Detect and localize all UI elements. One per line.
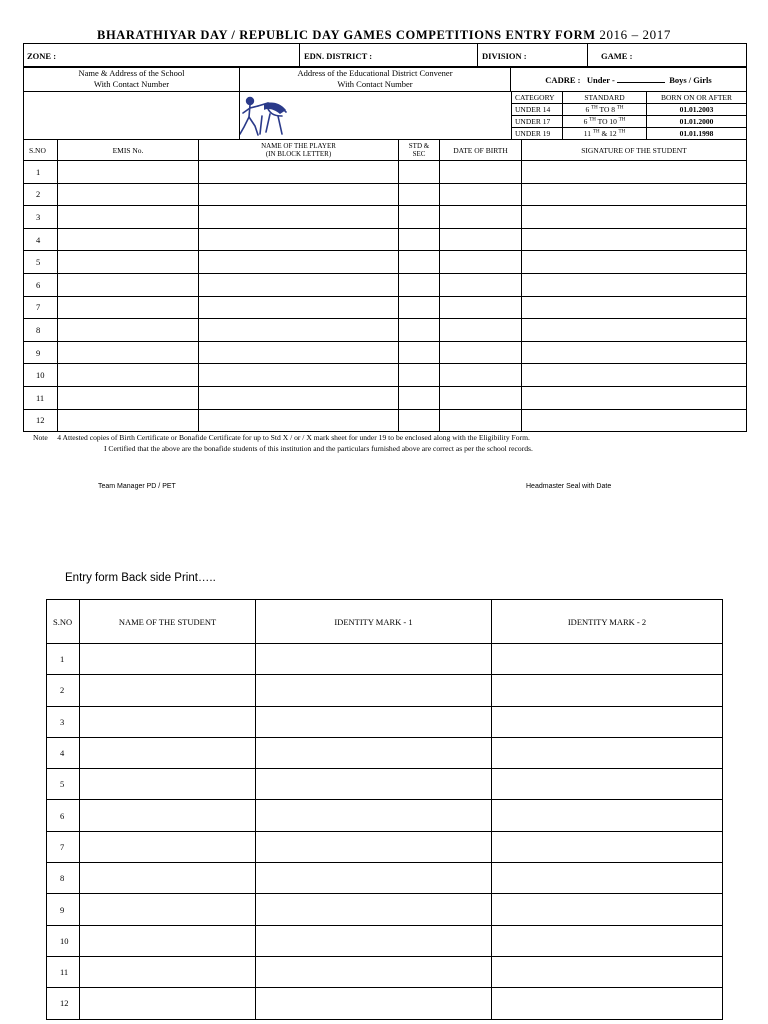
- identity-mark-1-cell[interactable]: [256, 769, 492, 800]
- dob-cell[interactable]: [440, 409, 522, 432]
- std-sec-cell[interactable]: [399, 386, 440, 409]
- emis-cell[interactable]: [58, 296, 199, 319]
- emis-cell[interactable]: [58, 228, 199, 251]
- identity-mark-1-cell[interactable]: [256, 863, 492, 894]
- player-row: [24, 251, 747, 274]
- signature-cell[interactable]: [522, 409, 747, 432]
- identity-mark-2-cell[interactable]: [492, 925, 723, 956]
- dob-cell[interactable]: [440, 341, 522, 364]
- born-cell: 01.01.2000: [647, 116, 747, 128]
- identity-mark-1-cell[interactable]: [256, 644, 492, 675]
- back-sno-header: S.NO: [47, 600, 80, 644]
- student-name-cell[interactable]: [80, 894, 256, 925]
- player-header-row: [24, 140, 747, 161]
- identity-row: [47, 644, 723, 675]
- player-name-cell[interactable]: [199, 251, 399, 274]
- school-address-box[interactable]: [24, 92, 240, 140]
- identity-sno-cell: 6: [47, 800, 80, 831]
- player-sno-cell: 12: [24, 409, 58, 432]
- identity-mark-2-cell[interactable]: [492, 831, 723, 862]
- player-table: [23, 139, 747, 432]
- front-form: [23, 43, 746, 433]
- emis-cell[interactable]: [58, 273, 199, 296]
- cadre-under-label: Under -: [586, 74, 615, 85]
- std-sec-cell[interactable]: [399, 251, 440, 274]
- cadre-age-blank[interactable]: [617, 74, 665, 83]
- emis-cell[interactable]: [58, 206, 199, 229]
- identity-header-row: [47, 600, 723, 644]
- sno-header: S.NO: [24, 140, 58, 161]
- identity-row: [47, 706, 723, 737]
- identity-mark-2-cell[interactable]: [492, 956, 723, 987]
- convener-address-box[interactable]: [240, 92, 512, 140]
- player-sno-cell: 1: [24, 161, 58, 184]
- std-header-line2: SEC: [412, 150, 426, 158]
- identity-row: [47, 800, 723, 831]
- category-cell: UNDER 19: [512, 128, 563, 140]
- dob-cell[interactable]: [440, 161, 522, 184]
- std-sec-cell[interactable]: [399, 228, 440, 251]
- ordinal: TH: [592, 129, 600, 135]
- address-block: [23, 66, 747, 92]
- identity-sno-cell: 9: [47, 894, 80, 925]
- identity-sno-cell: 10: [47, 925, 80, 956]
- signature-cell[interactable]: [522, 273, 747, 296]
- player-name-cell[interactable]: [199, 386, 399, 409]
- born-cell: 01.01.1998: [647, 128, 747, 140]
- emis-cell[interactable]: [58, 409, 199, 432]
- student-name-cell[interactable]: [80, 956, 256, 987]
- identity-sno-cell: 11: [47, 956, 80, 987]
- ordinal: TH: [618, 129, 626, 135]
- emis-cell[interactable]: [58, 319, 199, 342]
- dob-cell[interactable]: [440, 228, 522, 251]
- student-name-cell[interactable]: [80, 800, 256, 831]
- dob-header: DATE OF BIRTH: [440, 140, 522, 161]
- identity-mark-2-cell[interactable]: [492, 675, 723, 706]
- dob-cell[interactable]: [440, 273, 522, 296]
- student-name-cell[interactable]: [80, 925, 256, 956]
- identity-mark-1-cell[interactable]: [256, 831, 492, 862]
- identity-table: [46, 599, 723, 1020]
- player-row: [24, 183, 747, 206]
- signature-cell[interactable]: [522, 251, 747, 274]
- identity-mark-2-cell[interactable]: [492, 769, 723, 800]
- std-sec-cell[interactable]: [399, 341, 440, 364]
- player-row: [24, 228, 747, 251]
- student-name-cell[interactable]: [80, 644, 256, 675]
- student-name-cell[interactable]: [80, 988, 256, 1019]
- player-name-header-line1: NAME OF THE PLAYER: [261, 142, 336, 150]
- identity-mark-2-cell[interactable]: [492, 737, 723, 768]
- dob-cell[interactable]: [440, 364, 522, 387]
- std-header: [399, 140, 440, 161]
- identity-mark-1-cell[interactable]: [256, 800, 492, 831]
- std-sec-cell[interactable]: [399, 319, 440, 342]
- dob-cell[interactable]: [440, 183, 522, 206]
- player-row: [24, 341, 747, 364]
- player-name-cell[interactable]: [199, 341, 399, 364]
- convener-header-line2: With Contact Number: [337, 79, 413, 89]
- dob-cell[interactable]: [440, 206, 522, 229]
- identity-row: [47, 675, 723, 706]
- emis-header: EMIS No.: [58, 140, 199, 161]
- category-cell: UNDER 14: [512, 104, 563, 116]
- emis-cell[interactable]: [58, 341, 199, 364]
- certification-text: I Certified that the above are the bonafide students of this institution and the particulars furnished above are correct as per the school records.: [104, 444, 533, 453]
- identity-mark-2-cell[interactable]: [492, 988, 723, 1019]
- student-name-cell[interactable]: [80, 769, 256, 800]
- emis-cell[interactable]: [58, 251, 199, 274]
- standard-cell: [563, 128, 647, 140]
- game-field[interactable]: GAME :: [588, 44, 747, 68]
- identity-mark-2-cell[interactable]: [492, 863, 723, 894]
- std-sec-cell[interactable]: [399, 273, 440, 296]
- player-name-cell[interactable]: [199, 273, 399, 296]
- player-sno-cell: 7: [24, 296, 58, 319]
- player-name-cell[interactable]: [199, 409, 399, 432]
- student-name-header: NAME OF THE STUDENT: [80, 600, 256, 644]
- student-name-cell[interactable]: [80, 675, 256, 706]
- form-title-main: BHARATHIYAR DAY / REPUBLIC DAY GAMES COMPETITIONS ENTRY FORM: [97, 28, 596, 42]
- dob-cell[interactable]: [440, 251, 522, 274]
- ordinal: TH: [616, 105, 624, 111]
- ordinal: TH: [591, 105, 598, 111]
- player-sno-cell: 9: [24, 341, 58, 364]
- std-sec-cell[interactable]: [399, 296, 440, 319]
- district-field[interactable]: EDN. DISTRICT :: [300, 44, 478, 68]
- std-from: 6: [583, 117, 588, 126]
- form-title-year: 2016 – 2017: [599, 27, 671, 42]
- form-title: [0, 27, 768, 43]
- school-header-line1: Name & Address of the School: [78, 68, 185, 78]
- cadre-field[interactable]: [511, 67, 747, 92]
- identity-row: [47, 894, 723, 925]
- identity-mark-2-cell[interactable]: [492, 800, 723, 831]
- signature-cell[interactable]: [522, 161, 747, 184]
- std-to: & 12: [601, 129, 617, 138]
- standard-header: STANDARD: [563, 92, 647, 104]
- info-row: [23, 43, 747, 68]
- convener-header-line1: Address of the Educational District Convener: [297, 68, 453, 78]
- identity-row: [47, 863, 723, 894]
- signature-cell[interactable]: [522, 341, 747, 364]
- player-row: [24, 161, 747, 184]
- student-name-cell[interactable]: [80, 737, 256, 768]
- std-sec-cell[interactable]: [399, 364, 440, 387]
- ordinal: TH: [589, 117, 596, 123]
- note-text: 4 Attested copies of Birth Certificate or Bonafide Certificate for up to Std X / or / X mark sheet for under 19 to be enclosed along with the Eligibility Form.: [57, 433, 530, 442]
- division-field[interactable]: DIVISION :: [478, 44, 588, 68]
- school-address-header: [24, 67, 240, 92]
- player-sno-cell: 8: [24, 319, 58, 342]
- identity-mark-1-cell[interactable]: [256, 737, 492, 768]
- player-sno-cell: 10: [24, 364, 58, 387]
- student-name-cell[interactable]: [80, 706, 256, 737]
- player-name-header: [199, 140, 399, 161]
- emis-cell[interactable]: [58, 183, 199, 206]
- signature-header: SIGNATURE OF THE STUDENT: [522, 140, 747, 161]
- signature-cell[interactable]: [522, 364, 747, 387]
- player-row: [24, 386, 747, 409]
- identity-mark-1-cell[interactable]: [256, 706, 492, 737]
- identity-sno-cell: 8: [47, 863, 80, 894]
- player-sno-cell: 6: [24, 273, 58, 296]
- identity-mark-1-cell[interactable]: [256, 894, 492, 925]
- identity-row: [47, 769, 723, 800]
- std-to: TO 10: [597, 117, 617, 126]
- identity-row: [47, 737, 723, 768]
- identity-sno-cell: 4: [47, 737, 80, 768]
- player-name-cell[interactable]: [199, 206, 399, 229]
- player-row: [24, 206, 747, 229]
- std-sec-cell[interactable]: [399, 409, 440, 432]
- born-cell: 01.01.2003: [647, 104, 747, 116]
- back-side-label: Entry form Back side Print…..: [65, 572, 216, 584]
- identity-row: [47, 956, 723, 987]
- player-row: [24, 296, 747, 319]
- identity-row: [47, 925, 723, 956]
- player-sno-cell: 3: [24, 206, 58, 229]
- dob-cell[interactable]: [440, 296, 522, 319]
- zone-field[interactable]: ZONE :: [24, 44, 300, 68]
- signature-cell[interactable]: [522, 183, 747, 206]
- student-name-cell[interactable]: [80, 831, 256, 862]
- standard-cell: [563, 104, 647, 116]
- player-name-header-line2: (IN BLOCK LETTER): [265, 150, 332, 158]
- identity-row: [47, 831, 723, 862]
- signature-cell[interactable]: [522, 319, 747, 342]
- identity-mark-1-cell[interactable]: [256, 675, 492, 706]
- identity-mark-2-cell[interactable]: [492, 706, 723, 737]
- player-sno-cell: 4: [24, 228, 58, 251]
- emis-cell[interactable]: [58, 364, 199, 387]
- player-row: [24, 319, 747, 342]
- signature-cell[interactable]: [522, 206, 747, 229]
- category-table: [511, 91, 747, 140]
- standard-cell: [563, 116, 647, 128]
- dob-cell[interactable]: [440, 319, 522, 342]
- cadre-gender-label: Boys / Girls: [669, 74, 712, 85]
- identity-mark-2-cell[interactable]: [492, 894, 723, 925]
- school-header-line2: With Contact Number: [93, 79, 170, 89]
- convener-address-header: [240, 67, 511, 92]
- note-line: [33, 433, 530, 442]
- born-header: BORN ON OR AFTER: [647, 92, 747, 104]
- identity-mark-1-cell[interactable]: [256, 925, 492, 956]
- std-sec-cell[interactable]: [399, 183, 440, 206]
- std-sec-cell[interactable]: [399, 161, 440, 184]
- player-row: [24, 364, 747, 387]
- identity-row: [47, 988, 723, 1019]
- player-name-cell[interactable]: [199, 161, 399, 184]
- std-from: 11: [583, 129, 592, 138]
- address-body: [23, 91, 512, 140]
- player-name-cell[interactable]: [199, 364, 399, 387]
- category-cell: UNDER 17: [512, 116, 563, 128]
- std-header-line1: STD &: [408, 142, 430, 150]
- identity-mark-1-cell[interactable]: [256, 956, 492, 987]
- std-to: TO 8: [599, 105, 615, 114]
- identity-mark-2-header: IDENTITY MARK - 2: [492, 600, 723, 644]
- category-header: CATEGORY: [512, 92, 563, 104]
- player-row: [24, 409, 747, 432]
- dob-cell[interactable]: [440, 386, 522, 409]
- identity-sno-cell: 2: [47, 675, 80, 706]
- std-sec-cell[interactable]: [399, 206, 440, 229]
- player-sno-cell: 2: [24, 183, 58, 206]
- note-label: Note: [33, 433, 48, 442]
- signature-cell[interactable]: [522, 228, 747, 251]
- identity-sno-cell: 7: [47, 831, 80, 862]
- identity-sno-cell: 3: [47, 706, 80, 737]
- signature-cell[interactable]: [522, 386, 747, 409]
- runner-emblem-icon: [240, 94, 291, 138]
- identity-mark-2-cell[interactable]: [492, 644, 723, 675]
- cadre-label: CADRE :: [545, 74, 581, 85]
- player-name-cell[interactable]: [199, 183, 399, 206]
- std-from: 6: [585, 105, 590, 114]
- emis-cell[interactable]: [58, 386, 199, 409]
- ordinal: TH: [618, 117, 626, 123]
- team-manager-signature-label: Team Manager PD / PET: [98, 483, 176, 490]
- identity-mark-1-cell[interactable]: [256, 988, 492, 1019]
- identity-mark-1-header: IDENTITY MARK - 1: [256, 600, 492, 644]
- player-name-cell[interactable]: [199, 319, 399, 342]
- identity-sno-cell: 5: [47, 769, 80, 800]
- player-sno-cell: 11: [24, 386, 58, 409]
- student-name-cell[interactable]: [80, 863, 256, 894]
- signature-cell[interactable]: [522, 296, 747, 319]
- headmaster-signature-label: Headmaster Seal with Date: [526, 483, 612, 490]
- player-row: [24, 273, 747, 296]
- identity-sno-cell: 12: [47, 988, 80, 1019]
- identity-sno-cell: 1: [47, 644, 80, 675]
- emis-cell[interactable]: [58, 161, 199, 184]
- player-sno-cell: 5: [24, 251, 58, 274]
- player-name-cell[interactable]: [199, 228, 399, 251]
- player-name-cell[interactable]: [199, 296, 399, 319]
